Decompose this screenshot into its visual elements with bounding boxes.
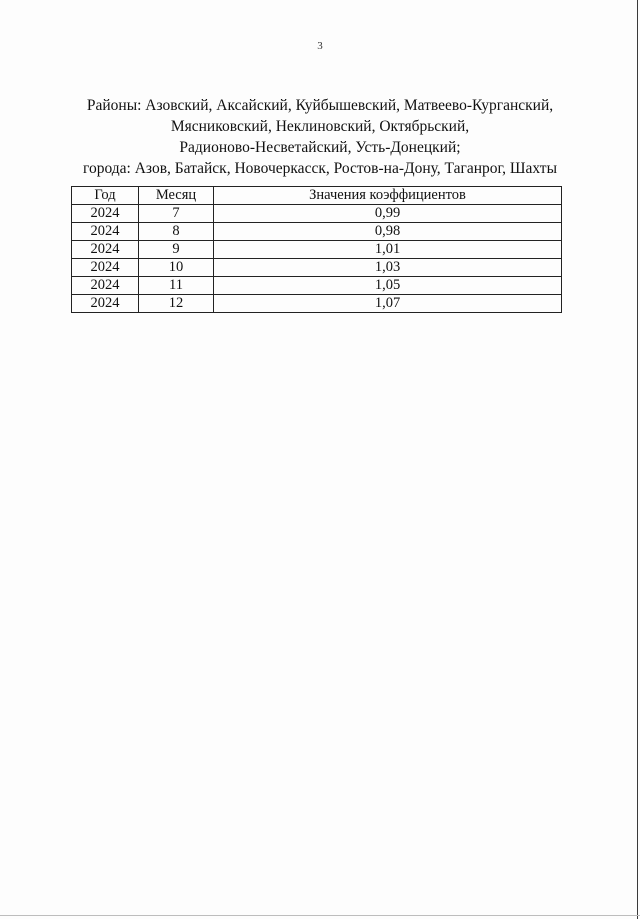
- cell-month: 8: [139, 223, 214, 241]
- heading-line: Районы: Азовский, Аксайский, Куйбышевский, Матвеево-Курганский,: [86, 97, 554, 114]
- heading-line: города: Азов, Батайск, Новочеркасск, Ростов-на-Дону, Таганрог, Шахты: [83, 160, 557, 177]
- cell-coefficient: 0,99: [214, 205, 562, 223]
- cell-month: 12: [139, 295, 214, 313]
- regions-heading: [40, 95, 600, 179]
- cell-coefficient: 0,98: [214, 223, 562, 241]
- table-row: [72, 277, 562, 295]
- cell-year: 2024: [72, 277, 139, 295]
- cell-coefficient: 1,03: [214, 259, 562, 277]
- cell-year: 2024: [72, 223, 139, 241]
- table-row: [72, 223, 562, 241]
- cell-coefficient: 1,05: [214, 277, 562, 295]
- table-row: [72, 241, 562, 259]
- cell-month: 11: [139, 277, 214, 295]
- cell-year: 2024: [72, 205, 139, 223]
- cell-coefficient: 1,07: [214, 295, 562, 313]
- cell-coefficient: 1,01: [214, 241, 562, 259]
- page-number: 3: [317, 40, 323, 52]
- cell-month: 10: [139, 259, 214, 277]
- cell-month: 7: [139, 205, 214, 223]
- cell-year: 2024: [72, 241, 139, 259]
- column-header-year: Год: [72, 187, 139, 205]
- cell-year: 2024: [72, 259, 139, 277]
- heading-line: Мясниковский, Неклиновский, Октябрьский,: [170, 118, 470, 135]
- cell-year: 2024: [72, 295, 139, 313]
- column-header-month: Месяц: [139, 187, 214, 205]
- table-row: [72, 205, 562, 223]
- table-row: [72, 259, 562, 277]
- scan-edge-right: [637, 0, 638, 919]
- table-row: [72, 295, 562, 313]
- heading-line: Радионово-Несветайский, Усть-Донецкий;: [179, 139, 461, 156]
- cell-month: 9: [139, 241, 214, 259]
- coefficients-table: [71, 186, 562, 313]
- scan-edge-bottom: [0, 915, 640, 916]
- table-header-row: [72, 187, 562, 205]
- column-header-coefficient: Значения коэффициентов: [214, 187, 562, 205]
